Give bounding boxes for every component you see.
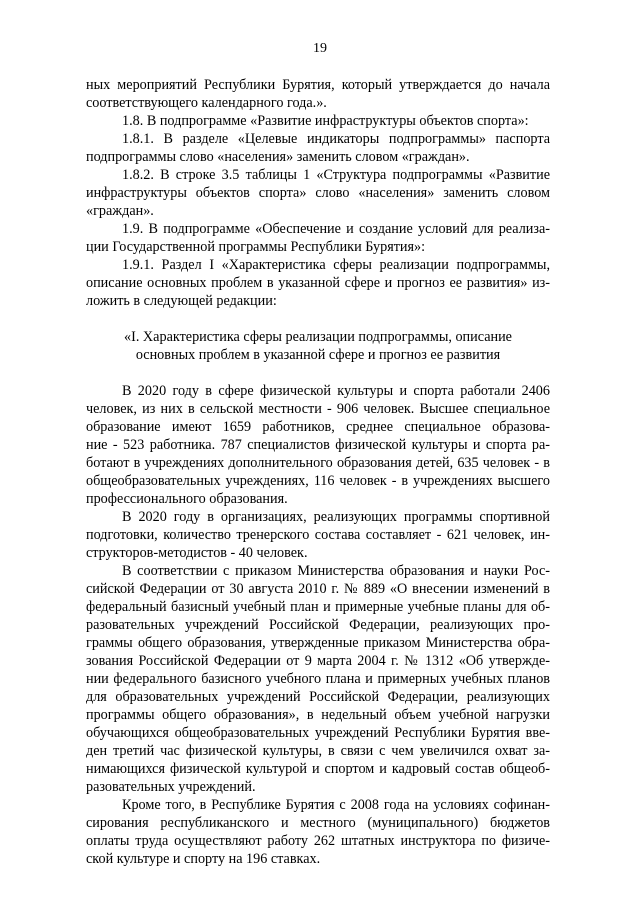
text-line: соответствующего календарного года.». bbox=[86, 95, 327, 111]
paragraph bbox=[86, 256, 550, 310]
paragraph bbox=[86, 508, 550, 562]
text-line: инфраструктуры объектов спорта» слово «населения» заменить словом bbox=[86, 185, 550, 201]
text-line: обучающихся общеобразовательных учреждений Республики Бурятия вве- bbox=[86, 725, 550, 741]
text-line: 1.8. В подпрограмме «Развитие инфраструктуры объектов спорта»: bbox=[122, 113, 529, 129]
paragraph bbox=[86, 562, 550, 796]
paragraph bbox=[86, 76, 550, 112]
section-heading-line: основных проблем в указанной сфере и прогноз ее развития bbox=[135, 347, 501, 363]
text-line: подготовки, количество тренерского состава составляет - 621 человек, ин- bbox=[86, 527, 550, 543]
paragraph bbox=[86, 220, 550, 256]
text-line: ской культуре и спорту на 196 ставках. bbox=[86, 851, 321, 867]
text-line: зования Российской Федерации от 9 марта 2004 г. № 1312 «Об утвержде- bbox=[86, 653, 550, 669]
text-line: ных мероприятий Республики Бурятия, который утверждается до начала bbox=[86, 77, 550, 93]
text-line: подпрограммы слово «населения» заменить словом «граждан». bbox=[86, 149, 470, 165]
text-line: Кроме того, в Республике Бурятия с 2008 года на условиях софинан- bbox=[122, 797, 550, 813]
spacer bbox=[86, 310, 550, 328]
text-line: описание основных проблем в указанной сфере и прогноз ее развития» из- bbox=[86, 275, 550, 291]
text-line: федеральный базисный учебный план и примерные учебные планы для об- bbox=[86, 599, 550, 615]
text-line: образование имеют 1659 работников, среднее специальное образова- bbox=[86, 419, 550, 435]
text-line: нии федерального базисного учебного плана и примерных учебных планов bbox=[86, 671, 550, 687]
text-line: человек, из них в сельской местности - 906 человек. Высшее специальное bbox=[86, 401, 550, 417]
text-line: 1.9. В подпрограмме «Обеспечение и создание условий для реализа- bbox=[122, 221, 550, 237]
text-line: нимающихся физической культурой и спортом и кадровый состав общеоб- bbox=[86, 761, 550, 777]
amendment-paragraphs bbox=[86, 76, 550, 310]
text-line: В соответствии с приказом Министерства образования и науки Рос- bbox=[122, 563, 550, 579]
section-heading bbox=[86, 328, 550, 364]
text-line: структоров-методистов - 40 человек. bbox=[86, 545, 308, 561]
text-line: сирования республиканского и местного (муниципального) бюджетов bbox=[86, 815, 550, 831]
text-line: ложить в следующей редакции: bbox=[86, 293, 277, 309]
section-paragraphs bbox=[86, 382, 550, 868]
text-line: В 2020 году в сфере физической культуры и спорта работали 2406 bbox=[122, 383, 550, 399]
text-line: программы общего образования», в недельный объем учебной нагрузки bbox=[86, 707, 550, 723]
text-line: профессионального образования. bbox=[86, 491, 288, 507]
spacer bbox=[86, 364, 550, 382]
text-line: разовательных учреждений. bbox=[86, 779, 256, 795]
text-line: общеобразовательных учреждениях, 116 человек - в учреждениях высшего bbox=[86, 473, 550, 489]
paragraph bbox=[86, 796, 550, 868]
paragraph bbox=[86, 130, 550, 166]
text-line: В 2020 году в организациях, реализующих программы спортивной bbox=[122, 509, 550, 525]
text-line: ботают в учреждениях дополнительного образования детей, 635 человек - в bbox=[86, 455, 550, 471]
page-number: 19 bbox=[313, 41, 327, 56]
text-line: ден третий час физической культуры, в связи с чем увеличился охват за- bbox=[86, 743, 550, 759]
document-body bbox=[86, 76, 550, 868]
text-line: граммы общего образования, утвержденные приказом Министерства обра- bbox=[86, 635, 550, 651]
section-heading-line: «I. Характеристика сферы реализации подпрограммы, описание bbox=[124, 329, 512, 345]
text-line: 1.8.2. В строке 3.5 таблицы 1 «Структура подпрограммы «Развитие bbox=[122, 167, 550, 183]
text-line: для образовательных учреждений Российской Федерации, реализующих bbox=[86, 689, 550, 705]
paragraph bbox=[86, 112, 550, 130]
text-line: ние - 523 работника. 787 специалистов физической культуры и спорта ра- bbox=[86, 437, 550, 453]
text-line: ции Государственной программы Республики Бурятия»: bbox=[86, 239, 426, 255]
text-line: «граждан». bbox=[86, 203, 154, 219]
text-line: 1.9.1. Раздел I «Характеристика сферы реализации подпрограммы, bbox=[122, 257, 550, 273]
paragraph bbox=[86, 382, 550, 508]
text-line: 1.8.1. В разделе «Целевые индикаторы подпрограммы» паспорта bbox=[122, 131, 550, 147]
text-line: оплаты труда осуществляют работу 262 штатных инструктора по физиче- bbox=[86, 833, 550, 849]
paragraph bbox=[86, 166, 550, 220]
text-line: разовательных учреждений Российской Федерации, реализующих про- bbox=[86, 617, 550, 633]
text-line: сийской Федерации от 30 августа 2010 г. № 889 «О внесении изменений в bbox=[86, 581, 550, 597]
